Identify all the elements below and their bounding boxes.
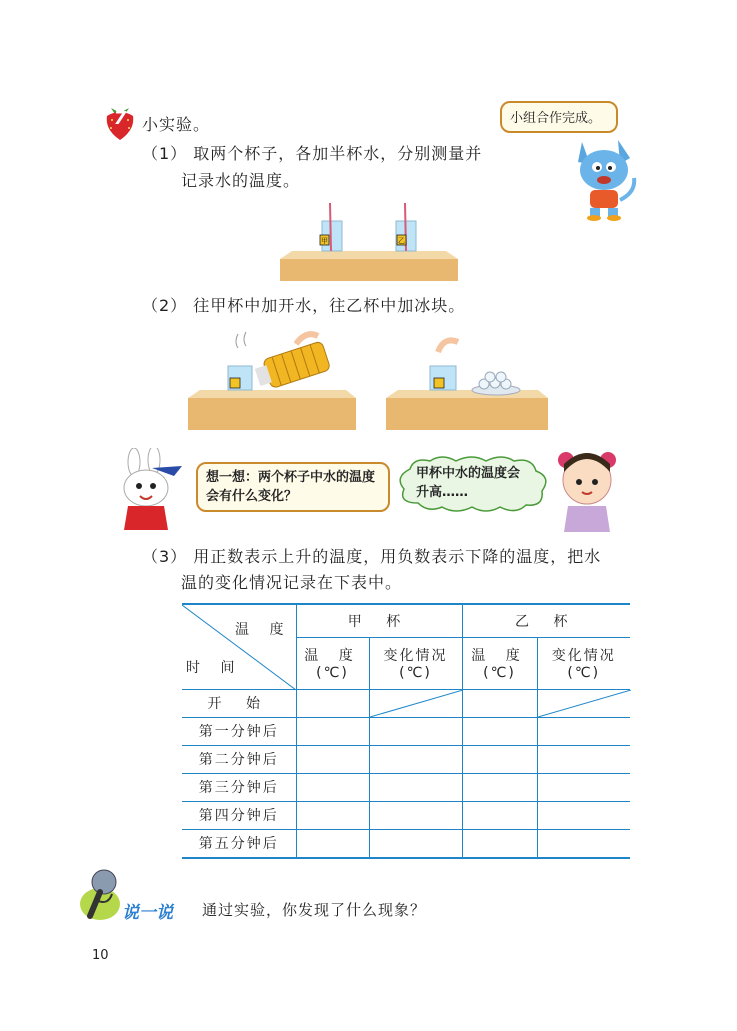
b-temperature-label: 温 度: [471, 648, 528, 664]
rabbit-speech-bubble: [196, 462, 390, 512]
cat-speech-bubble: [500, 101, 618, 133]
temperature-record-table: [182, 603, 630, 859]
group-b-header: 乙 杯: [462, 604, 630, 637]
table-cell[interactable]: [369, 829, 462, 858]
pouring-hot-water-illustration: [186, 326, 358, 436]
table-cell[interactable]: [369, 745, 462, 773]
a-change-label: 变化情况: [383, 648, 448, 664]
table-cell[interactable]: [369, 801, 462, 829]
talk-label: 说一说: [122, 903, 173, 923]
row-label: 第二分钟后: [182, 745, 296, 773]
table-row: [182, 745, 630, 773]
table-cell[interactable]: [369, 717, 462, 745]
table-cell-slashed: [369, 689, 462, 717]
table-cell[interactable]: [462, 689, 537, 717]
b-change-unit: (℃): [567, 665, 601, 681]
table-row: [182, 717, 630, 745]
table-row: [182, 773, 630, 801]
a-temperature-unit: (℃): [316, 665, 349, 681]
page-number: 10: [92, 948, 109, 963]
step-1-line-2: 记录水的温度。: [181, 171, 301, 190]
girl-speech-text: 甲杯中水的温度会升高……: [416, 466, 521, 500]
step-1-line-1: （1） 取两个杯子，各加半杯水，分别测量并: [142, 144, 483, 163]
blue-cat-illustration: [570, 132, 640, 222]
table-cell[interactable]: [537, 745, 630, 773]
a-change-unit: (℃): [399, 665, 432, 681]
b-temperature-header: [462, 637, 537, 689]
girl-illustration: [552, 446, 622, 532]
cell-diagonal-line: [370, 690, 463, 717]
table-cell[interactable]: [296, 801, 369, 829]
table-cell[interactable]: [462, 745, 537, 773]
cup-a-label: 甲: [321, 237, 328, 245]
adding-ice-illustration: [384, 330, 550, 436]
rabbit-speech-text: 想一想：两个杯子中水的温度会有什么变化？: [206, 470, 376, 504]
step-3-line-2: 温的变化情况记录在下表中。: [181, 573, 403, 592]
corner-top-label: 温 度: [235, 622, 292, 638]
talk-prompt: 通过实验，你发现了什么现象？: [202, 901, 427, 919]
section-title: 小实验。: [142, 115, 211, 134]
step-3-line-1: （3） 用正数表示上升的温度，用负数表示下降的温度，把水: [142, 547, 602, 566]
table-cell[interactable]: [462, 773, 537, 801]
table-cell[interactable]: [296, 829, 369, 858]
rabbit-illustration: [112, 448, 188, 534]
a-change-header: [369, 637, 462, 689]
corner-bottom-label: 时 间: [186, 659, 243, 676]
row-label: 第一分钟后: [182, 717, 296, 745]
two-cups-on-table-illustration: [278, 195, 460, 285]
microphone-icon: [78, 866, 128, 922]
cat-speech-text: 小组合作完成。: [510, 111, 602, 126]
cup-b-label: 乙: [398, 237, 405, 245]
table-cell[interactable]: [462, 801, 537, 829]
table-row: [182, 689, 630, 717]
row-label: 第五分钟后: [182, 829, 296, 858]
b-temperature-unit: (℃): [483, 665, 516, 681]
table-cell[interactable]: [296, 773, 369, 801]
table-cell[interactable]: [296, 689, 369, 717]
a-temperature-label: 温 度: [304, 648, 361, 664]
table-cell[interactable]: [537, 717, 630, 745]
table-cell[interactable]: [462, 717, 537, 745]
row-label: 第三分钟后: [182, 773, 296, 801]
exercise-number: 7: [113, 108, 127, 129]
table-cell[interactable]: [296, 717, 369, 745]
table-cell[interactable]: [537, 801, 630, 829]
table-cell[interactable]: [537, 773, 630, 801]
group-a-header: 甲 杯: [296, 604, 462, 637]
a-temperature-header: [296, 637, 369, 689]
row-label: 第四分钟后: [182, 801, 296, 829]
cell-diagonal-line: [538, 690, 631, 717]
table-row: [182, 829, 630, 858]
b-change-header: [537, 637, 630, 689]
table-cell[interactable]: [296, 745, 369, 773]
corner-diagonal-line: [182, 605, 296, 690]
table-cell[interactable]: [369, 773, 462, 801]
table-corner-cell: [182, 604, 296, 689]
row-label: 开 始: [182, 689, 296, 717]
table-cell[interactable]: [537, 829, 630, 858]
table-cell-slashed: [537, 689, 630, 717]
b-change-label: 变化情况: [551, 648, 616, 664]
table-cell[interactable]: [462, 829, 537, 858]
step-2-text: （2） 往甲杯中加开水，往乙杯中加冰块。: [142, 296, 466, 315]
table-row: [182, 801, 630, 829]
